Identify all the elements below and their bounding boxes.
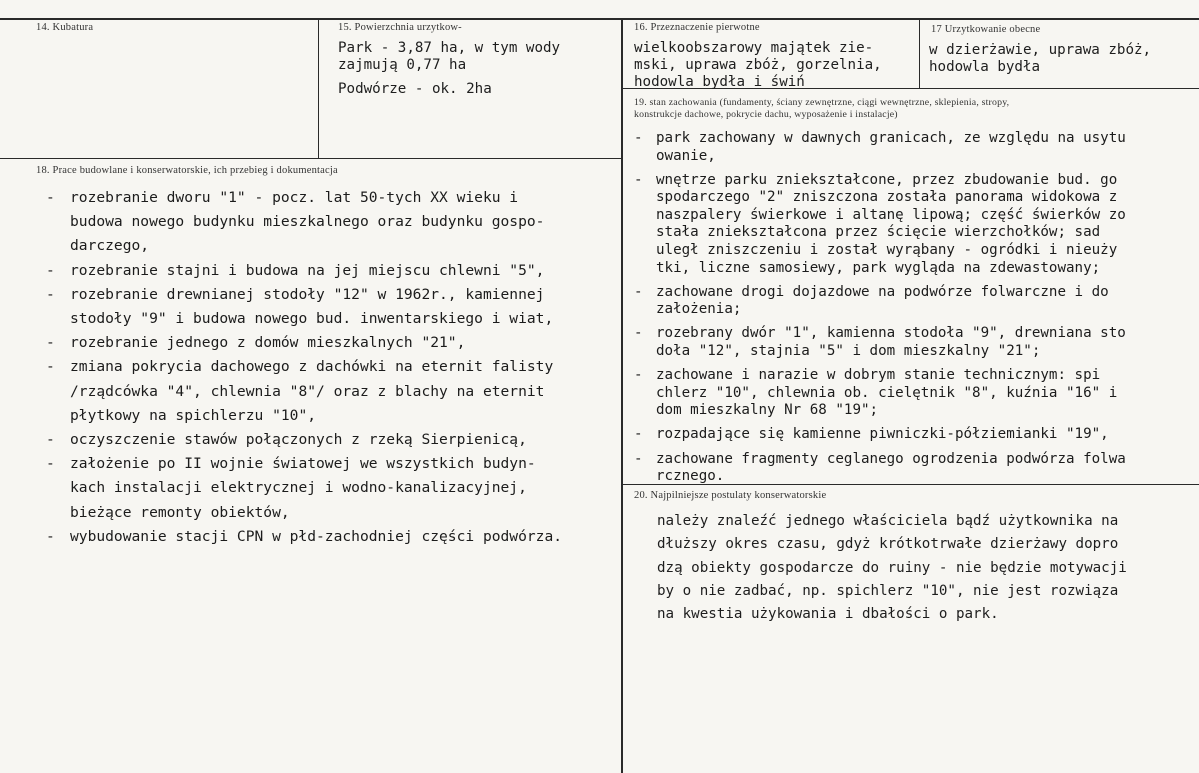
uzytkowanie-line: w dzierżawie, uprawa zbóż, — [929, 42, 1152, 58]
stan-item-line: park zachowany w dawnych granicach, ze względu na usytu — [656, 130, 1126, 146]
stan-item-line: naszpalery świerkowe i altanę lipową; część świerków zo — [656, 206, 1126, 223]
stan-item — [634, 367, 1126, 420]
stan-item-line: tki, liczne samosiewy, park wygląda na zdewastowany; — [656, 259, 1101, 276]
przeznaczenie-header: 16. Przeznaczenie pierwotne — [634, 22, 760, 33]
stan-header-1: 19. stan zachowania (fundamenty, ściany zewnętrzne, ciągi wewnętrzne, sklepienia, stropy, — [634, 97, 1010, 108]
top-border — [0, 18, 1199, 20]
uzytkowanie-line: hodowla bydła — [929, 59, 1041, 75]
dash-marker: - — [634, 367, 643, 384]
dash-marker: - — [46, 431, 55, 449]
stan-header-2: konstrukcje dachowe, pokrycie dachu, wyposażenie i instalacje) — [634, 109, 898, 120]
prace-item-line: bieżące remonty obiektów, — [70, 503, 290, 521]
divider-v-1 — [318, 18, 319, 158]
prace-item-line: darczego, — [70, 237, 150, 255]
postulaty-line: by o nie zadbać, np. spichlerz "10", nie jest rozwiąza — [657, 582, 1119, 599]
prace-header: 18. Prace budowlane i konserwatorskie, ich przebieg i dokumentacja — [36, 165, 338, 176]
postulaty-line: na kwestia użykowania i dbałości o park. — [657, 606, 999, 623]
stan-item — [634, 325, 1126, 360]
uzytkowanie-header: 17 Urzytkowanie obecne — [931, 24, 1041, 35]
dash-marker: - — [46, 334, 55, 352]
stan-item-line: uległ zniszczeniu i został wyrąbany - ogródki i nieuży — [656, 242, 1118, 259]
prace-item — [46, 283, 562, 331]
przeznaczenie-line: mski, uprawa zbóż, gorzelnia, — [634, 57, 882, 73]
prace-item-line: rozebranie stajni i budowa na jej miejscu chlewni "5", — [70, 261, 545, 279]
prace-item-line: kach instalacji elektrycznej i wodno-kanalizacyjnej, — [70, 479, 527, 497]
dash-marker: - — [634, 426, 643, 443]
przeznaczenie-line: wielkoobszarowy majątek zie- — [634, 40, 874, 56]
prace-item — [46, 355, 562, 428]
postulaty-text — [657, 510, 1127, 626]
stan-item-line: stała zniekształcona przez ścięcie wierzchołków; sad — [656, 224, 1101, 241]
prace-item-line: wybudowanie stacji CPN w płd-zachodniej części podwórza. — [70, 527, 563, 545]
podworze-text: Podwórze - ok. 2ha — [338, 81, 492, 97]
kubatura-header: 14. Kubatura — [36, 22, 94, 33]
prace-item-line: stodoły "9" i budowa nowego bud. inwentarskiego i wiat, — [70, 310, 554, 328]
postulaty-header: 20. Najpilniejsze postulaty konserwatorskie — [634, 490, 827, 501]
stan-list — [634, 130, 1126, 492]
prace-item — [46, 525, 563, 549]
stan-item-line: spodarczego "2" zniszczona została panorama widokowa z — [656, 189, 1118, 206]
dash-marker: - — [46, 455, 55, 473]
stan-item — [634, 283, 1126, 319]
dash-marker: - — [634, 450, 643, 467]
stan-item-line: rozpadające się kamienne piwniczki-półziemianki "19", — [656, 426, 1109, 443]
prace-item-line: budowa nowego budynku mieszkalnego oraz budynku gospo- — [70, 213, 545, 231]
prace-item-line: zmiana pokrycia dachowego z dachówki na eternit falisty — [70, 358, 554, 376]
prace-item — [46, 259, 562, 283]
prace-item — [46, 452, 562, 525]
dash-marker: - — [46, 285, 55, 303]
stan-item-line: wnętrze parku zniekształcone, przez zbudowanie bud. go — [656, 171, 1118, 188]
stan-item — [634, 171, 1126, 278]
stan-item-line: doła "12", stajnia "5" i dom mieszkalny "21"; — [656, 343, 1041, 360]
stan-item-line: owanie, — [656, 147, 716, 164]
powierzchnia-text — [338, 40, 560, 74]
divider-v-3 — [919, 18, 920, 88]
prace-item-line: rozebranie jednego z domów mieszkalnych "21", — [70, 334, 466, 352]
stan-item-line: rcznego. — [656, 468, 725, 485]
dash-marker: - — [634, 325, 643, 342]
stan-item — [634, 130, 1126, 165]
prace-item — [46, 186, 562, 259]
prace-item — [46, 331, 562, 355]
dash-marker: - — [634, 130, 643, 146]
stan-item-line: zachowane fragmenty ceglanego ogrodzenia podwórza folwa — [656, 450, 1126, 467]
prace-list — [46, 186, 563, 549]
stan-item-line: założenia; — [656, 301, 742, 318]
dash-marker: - — [46, 358, 55, 376]
stan-item-line: rozebrany dwór "1", kamienna stodoła "9", drewniana sto — [656, 325, 1126, 342]
prace-item — [46, 428, 562, 452]
prace-item-line: założenie po II wojnie światowej we wszystkich budyn- — [70, 455, 536, 473]
powierzchnia-header: 15. Powierzchnia urzytkow- — [338, 22, 462, 33]
prace-item-line: rozebranie drewnianej stodoły "12" w 1962r., kamiennej — [70, 285, 545, 303]
powierzchnia-line: zajmują 0,77 ha — [338, 57, 467, 73]
dash-marker: - — [46, 261, 55, 279]
prace-item-line: płytkowy na spichlerzu "10", — [70, 406, 317, 424]
stan-item-line: zachowane drogi dojazdowe na podwórze folwarczne i do — [656, 283, 1109, 300]
stan-item — [634, 426, 1126, 444]
stan-item-line: zachowane i narazie w dobrym stanie technicznym: spi — [656, 367, 1101, 384]
powierzchnia-line: Park - 3,87 ha, w tym wody — [338, 40, 561, 56]
stan-item — [634, 450, 1126, 486]
divider-v-main — [621, 18, 623, 773]
dash-marker: - — [46, 527, 55, 545]
postulaty-line: dzą obiekty gospodarcze do ruiny - nie będzie motywacji — [657, 559, 1127, 576]
prace-item-line: /rządcówka "4", chlewnia "8"/ oraz z blachy na eternit — [70, 382, 545, 400]
stan-item-line: chlerz "10", chlewnia ob. cielętnik "8", kuźnia "16" i — [656, 384, 1118, 401]
uzytkowanie-text — [929, 42, 1151, 76]
postulaty-line: dłuższy okres czasu, gdyż krótkotrwałe dzierżawy dopro — [657, 536, 1119, 553]
divider-h-left — [0, 158, 621, 159]
dash-marker: - — [46, 189, 55, 206]
postulaty-line: należy znaleźć jednego właściciela bądź użytkownika na — [657, 513, 1119, 529]
stan-item-line: dom mieszkalny Nr 68 "19"; — [656, 402, 879, 419]
dash-marker: - — [634, 171, 643, 188]
przeznaczenie-line: hodowla bydła i świń — [634, 74, 805, 90]
prace-item-line: rozebranie dworu "1" - pocz. lat 50-tych XX wieku i — [70, 189, 519, 206]
prace-item-line: oczyszczenie stawów połączonych z rzeką Sierpienicą, — [70, 431, 527, 449]
przeznaczenie-text — [634, 40, 882, 91]
dash-marker: - — [634, 283, 643, 300]
